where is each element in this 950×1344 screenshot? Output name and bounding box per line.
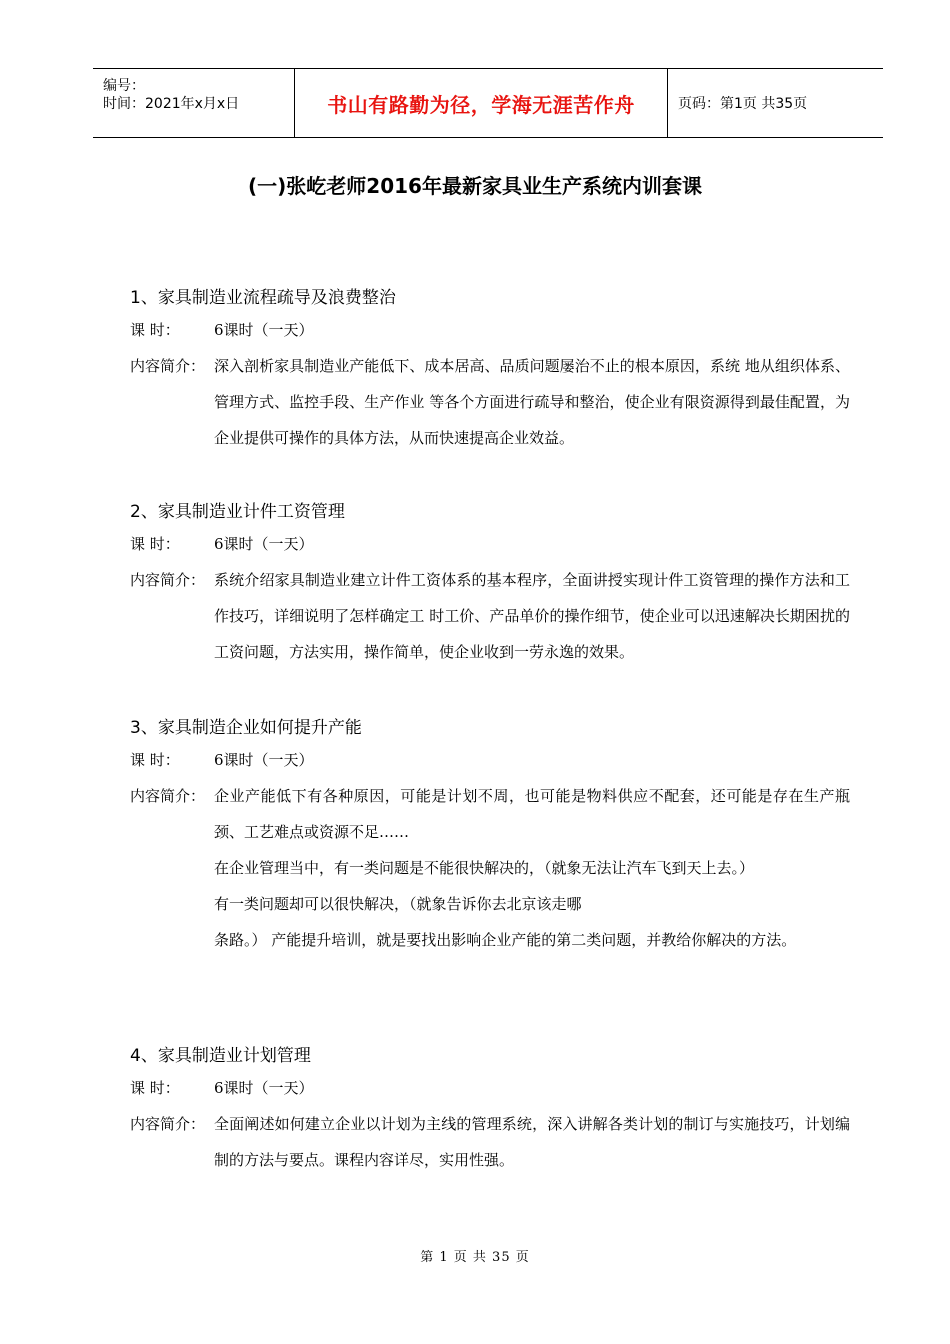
course-title: 4、家具制造业计划管理 xyxy=(130,1046,311,1066)
course-title: 2、家具制造业计件工资管理 xyxy=(130,502,345,522)
intro-paragraph: 全面阐述如何建立企业以计划为主线的管理系统，深入讲解各类计划的制订与实施技巧，计划编制的方法与要点。课程内容详尽，实用性强。 xyxy=(214,1115,850,1169)
course-section-3 xyxy=(130,714,850,958)
hours-label: 课 时： xyxy=(130,321,180,339)
intro-paragraph: 深入剖析家具制造业产能低下、成本居高、品质问题屡治不止的根本原因，系统 地从组织体系、管理方式、监控手段、生产作业 等各个方面进行疏导和整治，使企业有限资源得到最佳配置，为企业提供可操作的具体方法，从而快速提高企业效益。 xyxy=(214,357,850,447)
course-title: 1、家具制造业流程疏导及浪费整治 xyxy=(130,288,396,308)
intro-paragraph: 条路。） 产能提升培训，就是要找出影响企业产能的第二类问题，并教给你解决的方法。 xyxy=(214,931,797,949)
intro-body xyxy=(214,562,850,670)
header-table xyxy=(93,68,883,138)
intro-body xyxy=(214,778,850,958)
page-info: 页码：第1页 共35页 xyxy=(678,96,808,112)
intro-label: 内容简介： xyxy=(130,1115,206,1133)
course-section-1 xyxy=(130,284,850,456)
intro-body xyxy=(214,1106,850,1178)
header-motto-cell xyxy=(295,69,668,137)
hours-value: 6课时（一天） xyxy=(214,321,314,339)
course-section-4 xyxy=(130,1042,850,1178)
course-section-2 xyxy=(130,498,850,670)
hours-value: 6课时（一天） xyxy=(214,1079,314,1097)
hours-value: 6课时（一天） xyxy=(214,751,314,769)
intro-paragraph: 企业产能低下有各种原因，可能是计划不周，也可能是物料供应不配套，还可能是存在生产瓶颈、工艺难点或资源不足…… xyxy=(214,787,850,841)
hours-value: 6课时（一天） xyxy=(214,535,314,553)
header-meta-cell xyxy=(93,69,295,137)
hours-label: 课 时： xyxy=(130,535,180,553)
intro-body xyxy=(214,348,850,456)
intro-label: 内容简介： xyxy=(130,571,206,589)
header-page-cell xyxy=(668,69,883,137)
number-label: 编号： xyxy=(103,78,145,94)
course-title: 3、家具制造企业如何提升产能 xyxy=(130,718,362,738)
page-footer: 第 1 页 共 35 页 xyxy=(420,1250,530,1265)
intro-label: 内容简介： xyxy=(130,357,206,375)
intro-paragraph: 有一类问题却可以很快解决，（就象告诉你去北京该走哪 xyxy=(214,895,582,913)
time-label: 时间：2021年x月x日 xyxy=(103,96,240,112)
intro-paragraph: 在企业管理当中，有一类问题是不能很快解决的，（就象无法让汽车飞到天上去。） xyxy=(214,859,755,877)
motto: 书山有路勤为径，学海无涯苦作舟 xyxy=(327,92,635,117)
hours-label: 课 时： xyxy=(130,1079,180,1097)
intro-paragraph: 系统介绍家具制造业建立计件工资体系的基本程序，全面讲授实现计件工资管理的操作方法和工作技巧，详细说明了怎样确定工 时工价、产品单价的操作细节，使企业可以迅速解决长期困扰的工资问题，方法实用，操作简单，使企业收到一劳永逸的效果。 xyxy=(214,571,850,661)
hours-label: 课 时： xyxy=(130,751,180,769)
intro-label: 内容简介： xyxy=(130,787,206,805)
document-title: (一)张屹老师2016年最新家具业生产系统内训套课 xyxy=(248,174,702,198)
